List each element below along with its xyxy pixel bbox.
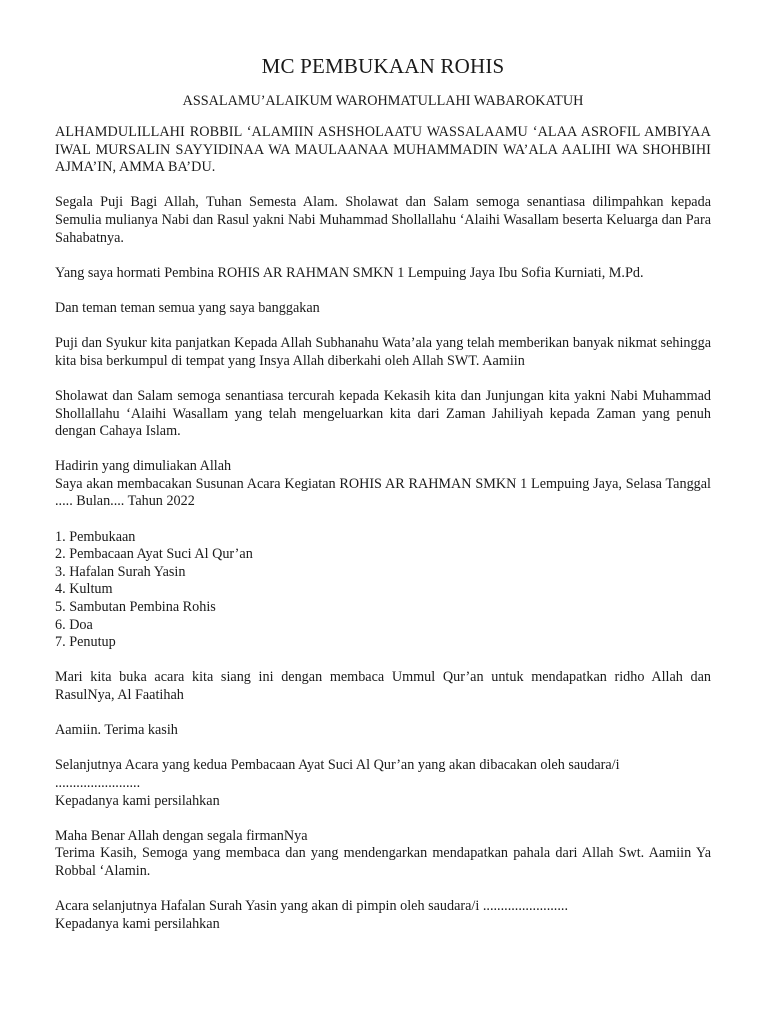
acara-kedua-line: Selanjutnya Acara yang kedua Pembacaan Ayat Suci Al Qur’an yang akan dibacakan oleh saudara/i: [55, 757, 620, 774]
agenda-item: 3. Hafalan Surah Yasin: [55, 563, 186, 580]
agenda-item: 5. Sambutan Pembina Rohis: [55, 599, 216, 616]
penutup-quran-paragraph: [55, 828, 711, 881]
agenda-list: [55, 529, 711, 652]
hadirin-line: Hadirin yang dimuliakan Allah: [55, 458, 232, 475]
penutup-quran-line: Maha Benar Allah dengan segala firmanNya: [55, 827, 308, 844]
acara-kedua-persilahkan: Kepadanya kami persilahkan: [55, 792, 220, 809]
agenda-item: 4. Kultum: [55, 581, 113, 598]
agenda-item: 7. Penutup: [55, 634, 116, 651]
acara-yasin-persilahkan: Kepadanya kami persilahkan: [55, 915, 220, 932]
terima-kasih-line: Terima Kasih, Semoga yang membaca dan yang mendengarkan mendapatkan pahala dari Allah Swt. Aamiin Ya Robbal ‘Alamin.: [55, 845, 711, 879]
document-title: MC PEMBUKAAN ROHIS: [261, 54, 505, 78]
fatihah-paragraph: Mari kita buka acara kita siang ini dengan membaca Ummul Qur’an untuk mendapatkan ridho Allah dan RasulNya, Al Faatihah: [55, 669, 711, 703]
acara-yasin-paragraph: [55, 898, 711, 933]
acara-kedua-paragraph: [55, 757, 711, 810]
teman-paragraph: Dan teman teman semua yang saya banggakan: [55, 299, 320, 316]
syukur-paragraph: Puji dan Syukur kita panjatkan Kepada Allah Subhanahu Wata’ala yang telah memberikan banyak nikmat sehingga kita bisa berkumpul di tempat yang Insya Allah diberkahi oleh Allah SWT. Aamiin: [55, 335, 711, 369]
agenda-item: 2. Pembacaan Ayat Suci Al Qur’an: [55, 546, 253, 563]
sholawat-paragraph: Sholawat dan Salam semoga senantiasa tercurah kepada Kekasih kita dan Junjungan kita yakni Nabi Muhammad Shollallahu ‘Alaihi Wasallam yang telah mengeluarkan kita dari Zaman Jahiliyah kepada Zaman yang penuh dengan Cahaya Islam.: [55, 387, 711, 440]
acara-yasin-line: Acara selanjutnya Hafalan Surah Yasin yang akan di pimpin oleh saudara/i ........................: [55, 898, 568, 915]
hamdalah-paragraph: ALHAMDULILLAHI ROBBIL ‘ALAMIIN ASHSHOLAATU WASSALAAMU ‘ALAA ASROFIL AMBIYAA IWAL MURSALIN SAYYIDINAA WA MAULAANAA MUHAMMADIN WA’ALA AALIHI WA SHOHBIHI AJMA’IN, AMMA BA’DU.: [55, 124, 711, 176]
agenda-item: 6. Doa: [55, 616, 93, 633]
agenda-item: 1. Pembukaan: [55, 528, 136, 545]
hormat-paragraph: Yang saya hormati Pembina ROHIS AR RAHMAN SMKN 1 Lempuing Jaya Ibu Sofia Kurniati, M.Pd.: [55, 264, 644, 281]
susunan-line: Saya akan membacakan Susunan Acara Kegiatan ROHIS AR RAHMAN SMKN 1 Lempuing Jaya, Selasa Tanggal ..... Bulan.... Tahun 2022: [55, 475, 711, 510]
susunan-paragraph: [55, 458, 711, 511]
salam-heading: ASSALAMU’ALAIKUM WAROHMATULLAHI WABAROKATUH: [182, 93, 584, 109]
aamiin-paragraph: Aamiin. Terima kasih: [55, 722, 178, 739]
acara-kedua-blank: ........................: [55, 774, 141, 791]
puji-paragraph: Segala Puji Bagi Allah, Tuhan Semesta Alam. Sholawat dan Salam semoga senantiasa dilimpahkan kepada Semulia mulianya Nabi dan Rasul yakni Nabi Muhammad Shollallahu ‘Alaihi Wasallam beserta Keluarga dan Para Sahabatnya.: [55, 194, 711, 246]
